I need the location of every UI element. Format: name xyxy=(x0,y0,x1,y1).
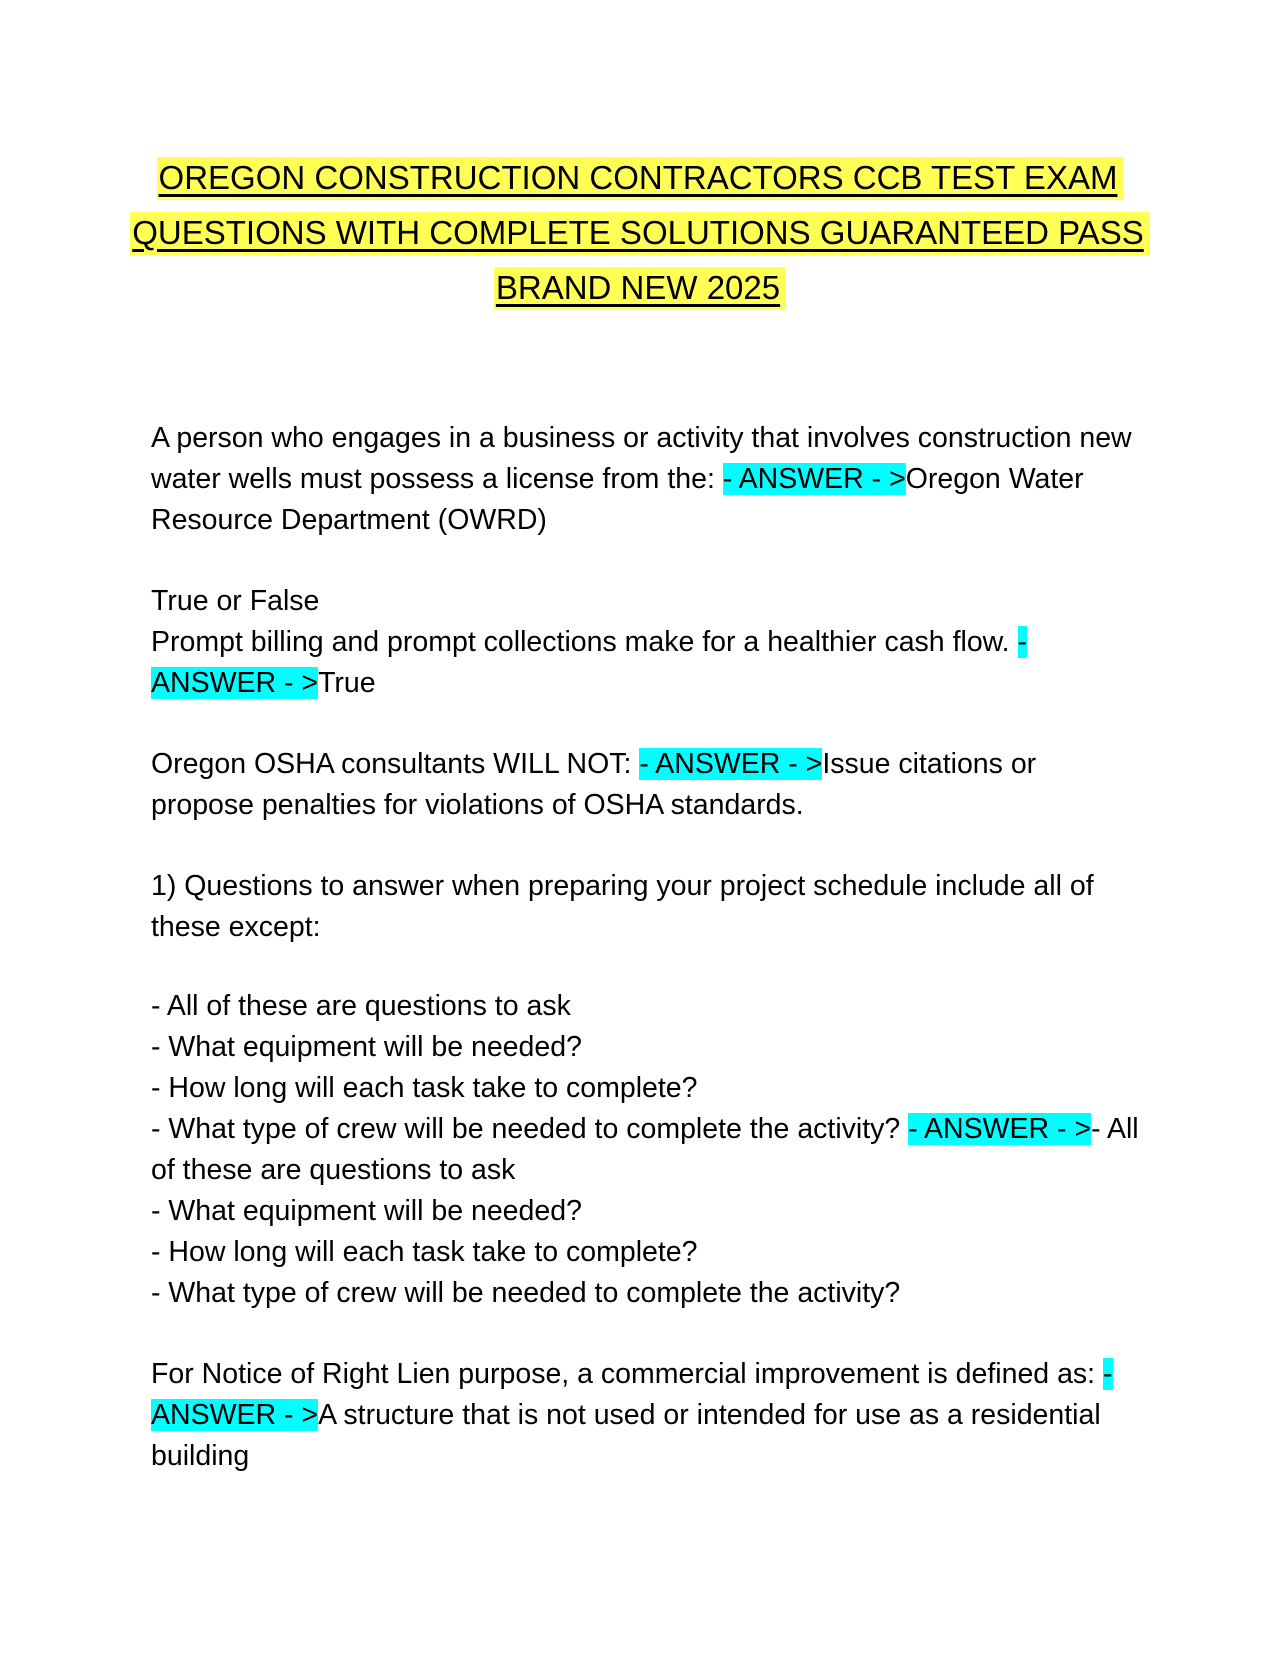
question-text: 1) Questions to answer when preparing your project schedule include all of these except: xyxy=(151,870,1094,943)
qa-item-2 xyxy=(151,581,1141,704)
qa-item-1 xyxy=(151,418,1141,541)
answer-line: - What type of crew will be needed to complete the activity? xyxy=(151,1277,901,1309)
qa-item-5 xyxy=(151,1354,1141,1477)
answer-line: - All of these are questions to ask xyxy=(151,1113,1139,1186)
title-line-3: BRAND NEW 2025 xyxy=(494,267,786,310)
answer-marker: - ANSWER - > xyxy=(722,463,906,495)
answer-text: Issue citations or propose penalties for violations of OSHA standards. xyxy=(151,748,1037,821)
question-text: For Notice of Right Lien purpose, a commercial improvement is defined as: xyxy=(151,1358,1096,1390)
qa-item-3 xyxy=(151,744,1141,826)
qa-item-4 xyxy=(151,866,1141,1314)
document-title xyxy=(120,150,1160,315)
answer-marker: - ANSWER - > xyxy=(908,1113,1092,1145)
question-text: A person who engages in a business or activity that involves construction new water wells must possess a license from the: xyxy=(151,422,1132,495)
answer-marker: - ANSWER - > xyxy=(151,626,1028,699)
title-line-1: OREGON CONSTRUCTION CONTRACTORS CCB TEST EXAM xyxy=(157,157,1124,200)
spacer xyxy=(151,948,1141,986)
option-item: - What type of crew will be needed to complete the activity? xyxy=(151,1113,901,1145)
option-item: - All of these are questions to ask xyxy=(151,990,571,1022)
answer-line: - What equipment will be needed? xyxy=(151,1195,582,1227)
answer-text: True xyxy=(318,667,376,699)
answer-marker: - ANSWER - > xyxy=(639,748,823,780)
answer-line: - How long will each task take to complete? xyxy=(151,1236,698,1268)
answer-text: Oregon Water Resource Department (OWRD) xyxy=(151,463,1084,536)
question-list xyxy=(151,418,1141,1517)
question-text: Oregon OSHA consultants WILL NOT: xyxy=(151,748,632,780)
option-item: - How long will each task take to complete? xyxy=(151,1072,698,1104)
answer-text: A structure that is not used or intended for use as a residential building xyxy=(151,1399,1101,1472)
question-text: Prompt billing and prompt collections make for a healthier cash flow. xyxy=(151,626,1010,658)
question-prefix: True or False xyxy=(151,585,320,617)
title-line-2: QUESTIONS WITH COMPLETE SOLUTIONS GUARANTEED PASS xyxy=(130,212,1150,255)
option-item: - What equipment will be needed? xyxy=(151,1031,582,1063)
answer-marker: - ANSWER - > xyxy=(151,1358,1113,1431)
